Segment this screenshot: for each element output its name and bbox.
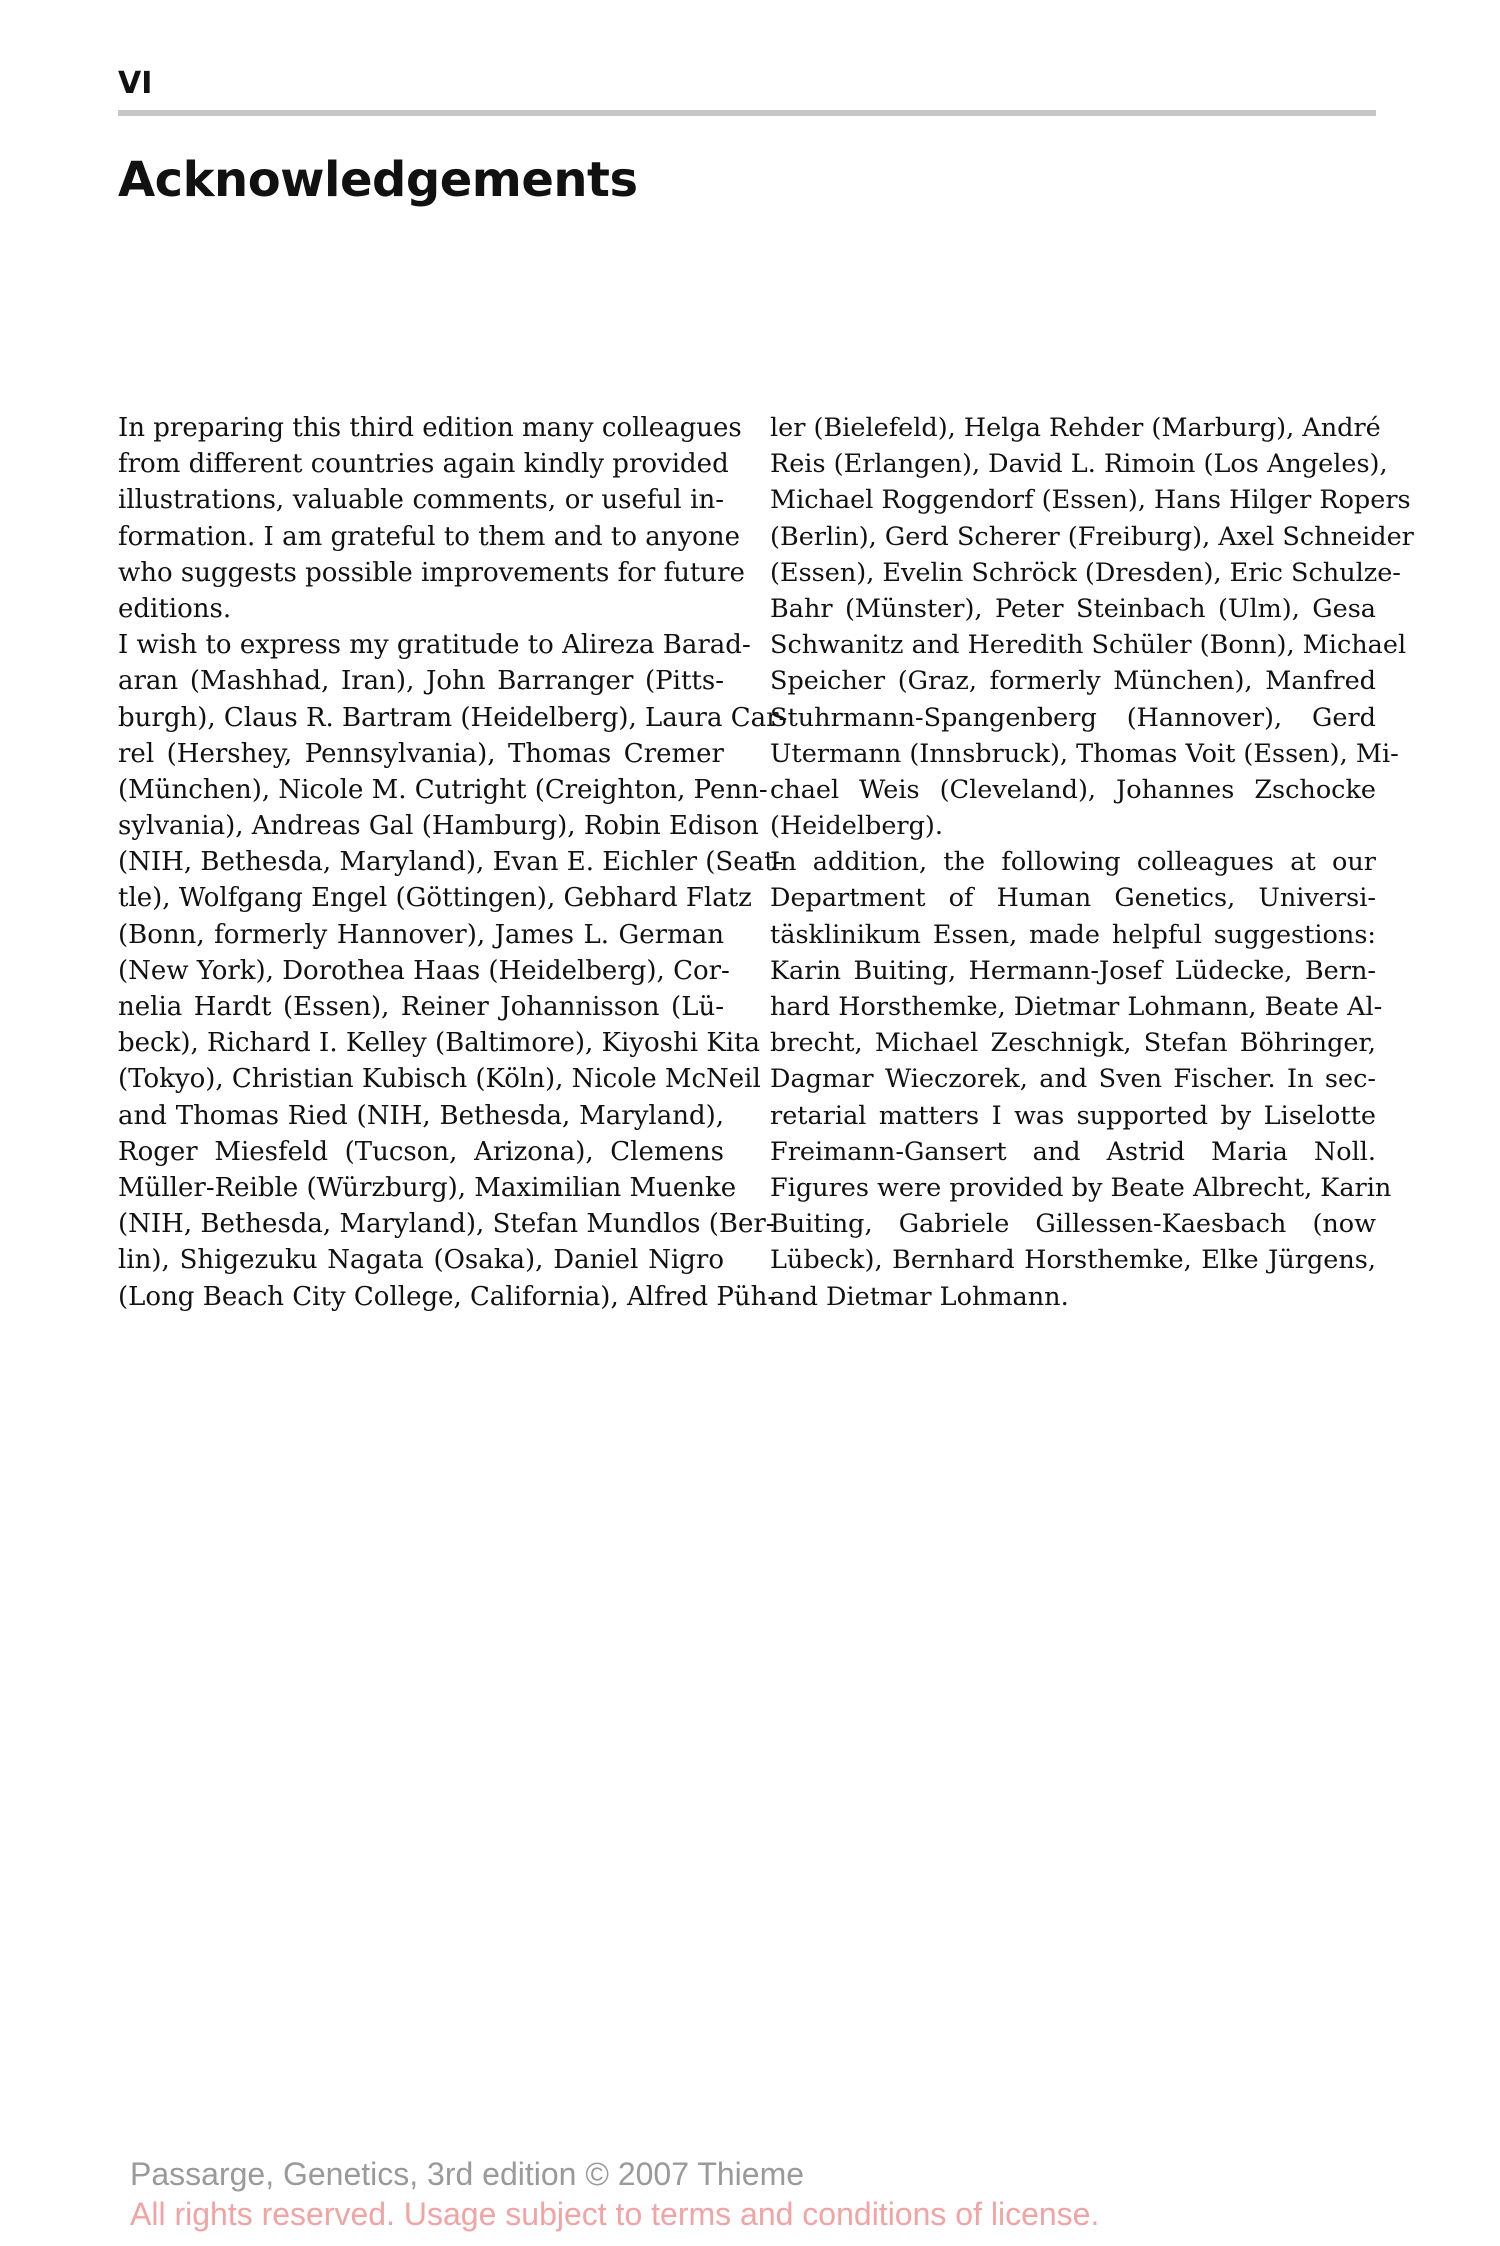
text-line: Utermann (Innsbruck), Thomas Voit (Essen), Mi- [770,738,1399,769]
text-line: ler (Bielefeld), Helga Rehder (Marburg), André [770,413,1381,443]
text-line: and Thomas Ried (NIH, Bethesda, Maryland), [118,1100,724,1131]
footer-copyright: Passarge, Genetics, 3rd edition © 2007 Thieme [130,2156,805,2192]
text-line: rel (Hershey, Pennsylvania), Thomas Cremer [118,738,724,769]
text-line: from different countries again kindly provided [118,449,729,480]
text-line: retarial matters I was supported by Liselotte [770,1100,1376,1131]
text-line: aran (Mashhad, Iran), John Barranger (Pitts- [118,666,724,697]
footer-license: All rights reserved. Usage subject to terms and conditions of license. [130,2196,1100,2232]
text-line: Buiting, Gabriele Gillessen-Kaesbach (now [770,1209,1376,1240]
text-line: In preparing this third edition many colleagues [118,413,742,443]
text-line: brecht, Michael Zeschnigk, Stefan Böhringer, [770,1028,1376,1059]
text-line: editions. [118,593,232,624]
text-line: chael Weis (Cleveland), Johannes Zschocke [770,774,1376,805]
text-line: (Long Beach City College, California), Alfred Püh- [118,1281,777,1312]
text-line: sylvania), Andreas Gal (Hamburg), Robin Edison [118,811,759,842]
text-line: who suggests possible improvements for future [118,557,745,588]
text-line: Bahr (Münster), Peter Steinbach (Ulm), Gesa [770,593,1376,624]
text-line: (NIH, Bethesda, Maryland), Stefan Mundlos (Ber- [118,1209,775,1240]
page-number: VI [118,66,153,101]
text-line: (New York), Dorothea Haas (Heidelberg), Cor- [118,955,730,986]
text-line: In addition, the following colleagues at our [770,847,1376,878]
text-line: Roger Miesfeld (Tucson, Arizona), Clemens [118,1136,724,1167]
text-line: Schwanitz and Heredith Schüler (Bonn), Michael [770,630,1407,661]
right-column [770,410,1414,1315]
text-line: Freimann-Gansert and Astrid Maria Noll. [770,1136,1376,1167]
text-line: (München), Nicole M. Cutright (Creighton, Penn- [118,774,768,805]
text-line: nelia Hardt (Essen), Reiner Johannisson (Lü- [118,992,724,1022]
text-line: Stuhrmann-Spangenberg (Hannover), Gerd [770,702,1376,733]
text-line: (NIH, Bethesda, Maryland), Evan E. Eichler (Seat- [118,847,784,878]
header-rule [118,110,1376,116]
text-line: beck), Richard I. Kelley (Baltimore), Kiyoshi Kita [118,1028,761,1059]
text-line: Michael Roggendorf (Essen), Hans Hilger Ropers [770,485,1411,516]
text-line: illustrations, valuable comments, or useful in- [118,485,724,516]
text-line: (Tokyo), Christian Kubisch (Köln), Nicole McNeil [118,1064,761,1095]
text-line: (Essen), Evelin Schröck (Dresden), Eric Schulze- [770,557,1401,588]
text-line: I wish to express my gratitude to Alireza Barad- [118,630,751,661]
text-line: formation. I am grateful to them and to anyone [118,521,740,552]
text-line: tle), Wolfgang Engel (Göttingen), Gebhard Flatz [118,883,752,914]
text-line: (Bonn, formerly Hannover), James L. German [118,919,724,950]
text-line: burgh), Claus R. Bartram (Heidelberg), Laura Car- [118,702,788,733]
text-line: lin), Shigezuku Nagata (Osaka), Daniel Nigro [118,1245,724,1276]
text-line: Speicher (Graz, formerly München), Manfred [770,666,1376,697]
text-line: hard Horsthemke, Dietmar Lohmann, Beate Al- [770,992,1383,1022]
text-line: Reis (Erlangen), David L. Rimoin (Los Angeles), [770,449,1388,480]
text-line: (Heidelberg). [770,811,943,842]
text-line: Figures were provided by Beate Albrecht, Karin [770,1172,1392,1203]
text-line: Müller-Reible (Würzburg), Maximilian Muenke [118,1172,737,1203]
text-line: Department of Human Genetics, Universi- [770,883,1376,914]
text-line: and Dietmar Lohmann. [770,1281,1069,1312]
page-title: Acknowledgements [118,152,638,208]
text-line: Dagmar Wieczorek, and Sven Fischer. In sec- [770,1064,1376,1095]
text-line: täsklinikum Essen, made helpful suggestions: [770,919,1376,950]
left-column [118,410,788,1315]
text-line: Karin Buiting, Hermann-Josef Lüdecke, Bern- [770,955,1376,986]
text-line: Lübeck), Bernhard Horsthemke, Elke Jürgens, [770,1245,1376,1276]
text-line: (Berlin), Gerd Scherer (Freiburg), Axel Schneider [770,521,1414,552]
